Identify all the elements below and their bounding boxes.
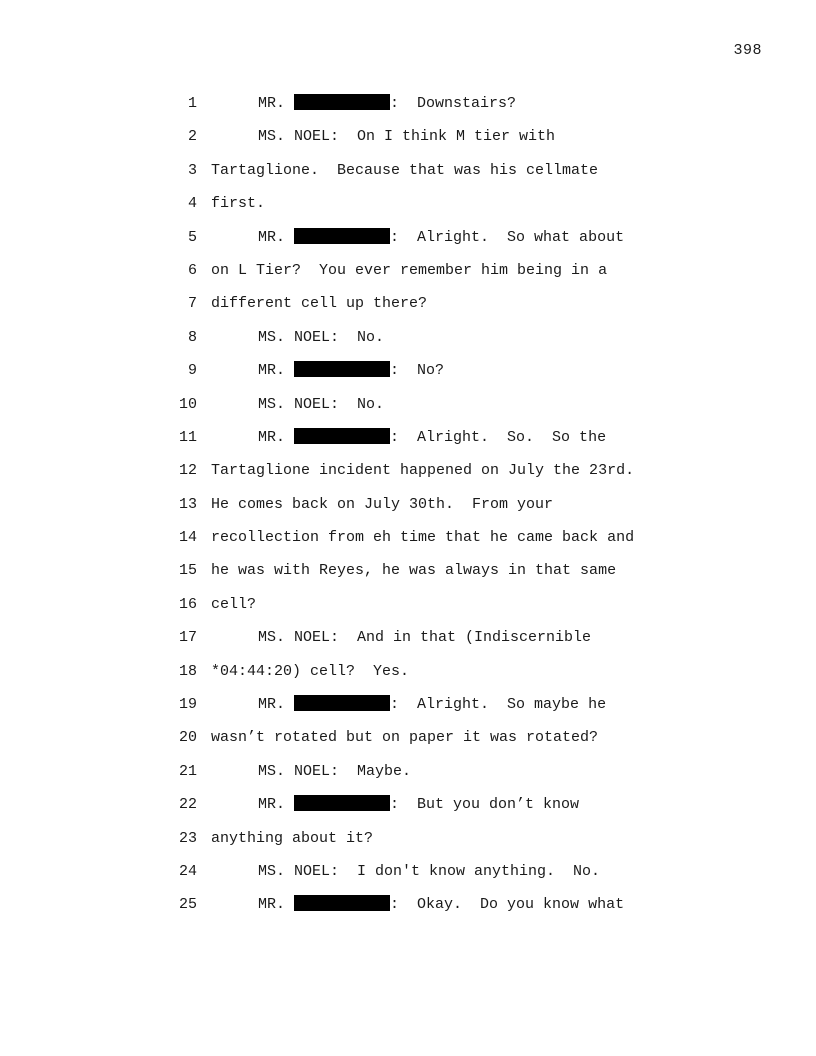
line-number: 5 <box>187 228 197 246</box>
spoken-text: : Alright. So maybe he <box>390 696 607 714</box>
transcript-line <box>170 361 730 394</box>
line-text <box>258 762 411 782</box>
transcript-line <box>170 595 730 628</box>
line-text <box>211 662 409 682</box>
transcript-line <box>170 395 730 428</box>
redaction-bar <box>294 695 390 711</box>
line-text <box>258 628 591 648</box>
line-number: 14 <box>178 529 197 547</box>
spoken-text: cell? <box>211 595 257 613</box>
line-text <box>211 294 427 314</box>
redaction-bar <box>294 361 390 377</box>
spoken-text: MS. NOEL: Maybe. <box>258 762 412 780</box>
transcript-line <box>170 628 730 661</box>
redaction-bar <box>294 895 390 911</box>
line-number: 23 <box>178 829 197 847</box>
speaker-label: MR. <box>258 95 286 112</box>
line-text <box>258 862 600 882</box>
redaction-bar <box>294 228 390 244</box>
line-number: 12 <box>178 462 197 480</box>
line-text <box>211 495 553 515</box>
spoken-text: : No? <box>390 362 445 380</box>
spoken-text: He comes back on July 30th. From your <box>211 495 554 513</box>
speaker-label: MR. <box>258 228 286 246</box>
line-number: 21 <box>178 762 197 780</box>
spoken-text: Tartaglione incident happened on July the 23rd. <box>211 462 635 480</box>
line-text <box>258 895 624 915</box>
line-text <box>258 127 555 147</box>
line-number: 3 <box>187 161 197 179</box>
line-number: 4 <box>187 195 197 213</box>
spoken-text: : Alright. So what about <box>390 228 625 246</box>
line-number: 2 <box>187 128 197 146</box>
spoken-text: : But you don’t know <box>390 796 580 814</box>
line-number: 15 <box>178 562 197 580</box>
spoken-text: *04:44:20) cell? Yes. <box>211 662 410 680</box>
transcript-line <box>170 728 730 761</box>
speaker-label: MR. <box>258 896 286 914</box>
transcript-line <box>170 662 730 695</box>
speaker-label: MR. <box>258 362 286 380</box>
line-number: 7 <box>187 295 197 313</box>
line-number: 25 <box>178 896 197 914</box>
line-text <box>258 695 606 715</box>
line-number: 6 <box>187 261 197 279</box>
line-number: 9 <box>187 362 197 380</box>
line-text <box>211 194 265 214</box>
spoken-text: he was with Reyes, he was always in that same <box>211 562 617 580</box>
spoken-text: anything about it? <box>211 829 374 847</box>
line-number: 16 <box>178 595 197 613</box>
spoken-text: wasn’t rotated but on paper it was rotated? <box>211 729 599 747</box>
line-number: 18 <box>178 662 197 680</box>
spoken-text: MS. NOEL: No. <box>258 395 385 413</box>
transcript-body <box>170 94 730 929</box>
transcript-line <box>170 261 730 294</box>
transcript-line <box>170 862 730 895</box>
redaction-bar <box>294 94 390 110</box>
transcript-line <box>170 561 730 594</box>
transcript-line <box>170 127 730 160</box>
transcript-line <box>170 695 730 728</box>
spoken-text: Tartaglione. Because that was his cellmate <box>211 161 599 179</box>
line-number: 13 <box>178 495 197 513</box>
line-text <box>211 595 256 615</box>
spoken-text: on L Tier? You ever remember him being in a <box>211 261 608 279</box>
line-number: 22 <box>178 796 197 814</box>
transcript-line <box>170 161 730 194</box>
line-text <box>211 561 616 581</box>
line-number: 19 <box>178 696 197 714</box>
transcript-line <box>170 461 730 494</box>
spoken-text: MS. NOEL: I don't know anything. No. <box>258 862 601 880</box>
line-text <box>211 461 634 481</box>
transcript-line <box>170 895 730 928</box>
spoken-text: MS. NOEL: On I think M tier with <box>258 128 556 146</box>
spoken-text: : Downstairs? <box>390 95 517 112</box>
line-number: 1 <box>187 95 197 112</box>
line-text <box>258 795 579 815</box>
redaction-bar <box>294 428 390 444</box>
line-text <box>258 361 444 381</box>
transcript-line <box>170 829 730 862</box>
spoken-text: MS. NOEL: No. <box>258 328 385 346</box>
transcript-line <box>170 328 730 361</box>
spoken-text: different cell up there? <box>211 295 428 313</box>
line-text <box>258 395 384 415</box>
line-text <box>211 161 598 181</box>
line-text <box>258 328 384 348</box>
line-text <box>211 528 634 548</box>
line-text <box>258 228 624 248</box>
spoken-text: : Okay. Do you know what <box>390 896 625 914</box>
page-number: 398 <box>733 42 762 59</box>
line-number: 11 <box>178 428 197 446</box>
line-number: 24 <box>178 862 197 880</box>
spoken-text: : Alright. So. So the <box>390 428 607 446</box>
line-text <box>258 428 606 448</box>
line-number: 8 <box>187 328 197 346</box>
transcript-line <box>170 94 730 127</box>
transcript-line <box>170 762 730 795</box>
transcript-line <box>170 294 730 327</box>
spoken-text: MS. NOEL: And in that (Indiscernible <box>258 629 592 647</box>
transcript-line <box>170 495 730 528</box>
transcript-line <box>170 528 730 561</box>
line-number: 17 <box>178 629 197 647</box>
transcript-line <box>170 795 730 828</box>
spoken-text: first. <box>211 195 266 213</box>
transcript-line <box>170 428 730 461</box>
line-text <box>211 728 598 748</box>
line-text <box>258 94 516 114</box>
line-text <box>211 829 373 849</box>
line-number: 20 <box>178 729 197 747</box>
transcript-line <box>170 194 730 227</box>
spoken-text: recollection from eh time that he came back and <box>211 529 635 547</box>
redaction-bar <box>294 795 390 811</box>
line-text <box>211 261 607 281</box>
line-number: 10 <box>178 395 197 413</box>
speaker-label: MR. <box>258 428 286 446</box>
speaker-label: MR. <box>258 696 286 714</box>
speaker-label: MR. <box>258 796 286 814</box>
transcript-line <box>170 228 730 261</box>
